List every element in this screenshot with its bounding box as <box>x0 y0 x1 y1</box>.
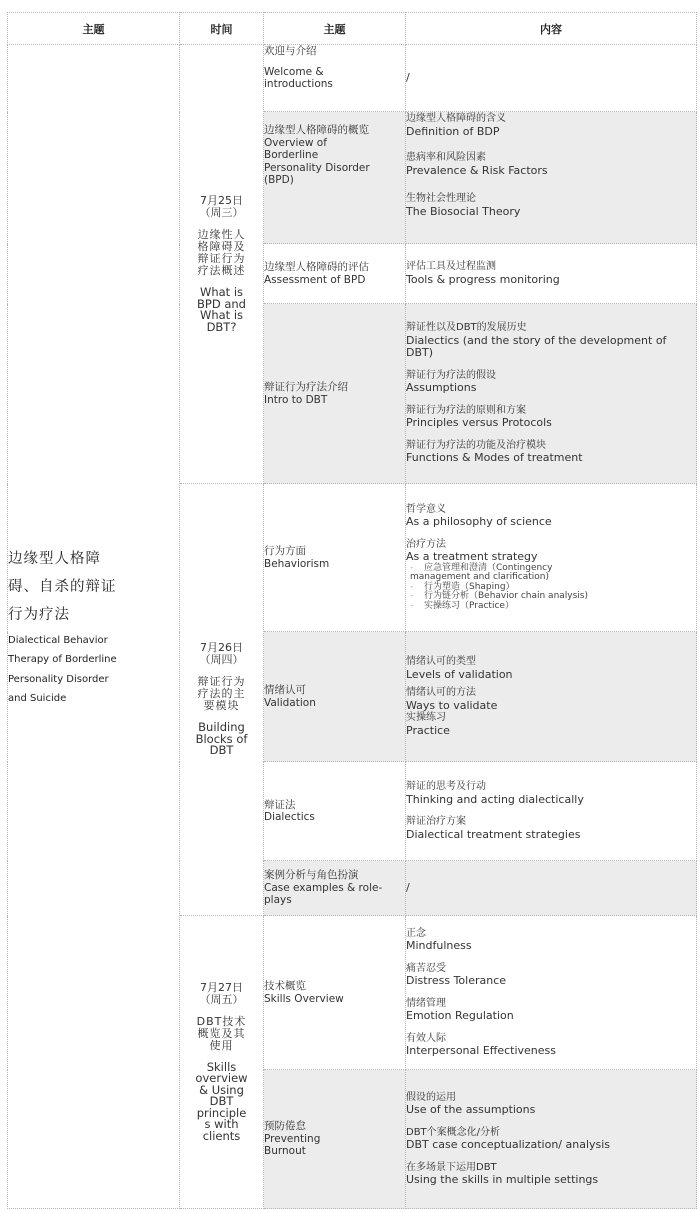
sub-item: - 行为链分析（Behavior chain analysis) <box>410 591 589 602</box>
day-theme-en: What is BPD and What is DBT? <box>197 285 246 334</box>
day-theme-en: Building Blocks of DBT <box>195 720 248 758</box>
sub-item-continued: management and clarification) <box>410 572 549 583</box>
header-row <box>8 13 697 45</box>
content-item: DBT个案概念化/分析 DBT case conceptualization/ analysis <box>406 1126 611 1151</box>
content-item: 辩证治疗方案 Dialectical treatment strategies <box>406 816 581 841</box>
session-content <box>406 762 697 861</box>
header-content: 内容 <box>406 13 697 45</box>
header-course-topic: 主题 <box>8 13 180 45</box>
dash-bullet-icon: - <box>410 562 414 573</box>
day-date: 7月26日 （周四） <box>199 641 244 667</box>
dash-bullet-icon: - <box>410 591 414 602</box>
sub-item: - 实操练习（Practice） <box>410 600 514 611</box>
content-item: 情绪认可的类型 Levels of validation <box>406 656 513 681</box>
header-session-topic: 主题 <box>264 13 406 45</box>
day-theme-zh: 边缘性人 格障碍及 辩证行为 疗法概述 <box>197 228 246 277</box>
course-title-zh: 边缘型人格障 碍、自杀的辩证 行为疗法 <box>8 550 117 623</box>
session-topic: 预防倦怠 Preventing Burnout <box>264 1070 406 1209</box>
content-item: 辩证行为疗法的原则和方案 Principles versus Protocols <box>406 404 552 430</box>
content-item: 生物社会性理论 The Biosocial Theory <box>406 193 521 218</box>
sub-item: - 行为塑造（Shaping） <box>410 581 515 592</box>
session-content <box>406 632 697 762</box>
session-topic: 边缘型人格障碍的评估 Assessment of BPD <box>264 244 406 304</box>
content-item: 在多场景下运用DBT Using the skills in multiple settings <box>406 1161 599 1186</box>
content-item: 情绪认可的方法 Ways to validate <box>406 687 498 712</box>
content-item: 辩证的思考及行动 Thinking and acting dialectically <box>406 781 584 806</box>
day-cell-3 <box>180 916 264 1209</box>
content-item: 哲学意义 As a philosophy of science <box>406 503 552 529</box>
day-date: 7月27日 （周五） <box>199 980 244 1006</box>
session-content <box>406 484 697 632</box>
session-content <box>406 916 697 1070</box>
session-topic: 辩证行为疗法介绍 Intro to DBT <box>264 304 406 484</box>
session-topic: 行为方面 Behaviorism <box>264 484 406 632</box>
content-item: 辩证行为疗法的功能及治疗模块 Functions & Modes of treatment <box>406 439 583 465</box>
content-item: 患病率和风险因素 Prevalence & Risk Factors <box>406 152 548 177</box>
content-item: 痛苦忍受 Distress Tolerance <box>406 962 507 987</box>
day-cell-1 <box>180 45 264 484</box>
schedule-table <box>7 12 697 1209</box>
dash-bullet-icon: - <box>410 600 414 611</box>
session-topic: 技术概览 Skills Overview <box>264 916 406 1070</box>
course-title-en: Dialectical Behavior Therapy of Borderline Personality Disorder and Suicide <box>8 634 117 704</box>
session-content: / <box>406 861 697 916</box>
content-item: 治疗方法 As a treatment strategy <box>406 538 538 564</box>
content-item: 有效人际 Interpersonal Effectiveness <box>406 1032 557 1057</box>
session-topic: 辩证法 Dialectics <box>264 762 406 861</box>
day-cell-2 <box>180 484 264 916</box>
sub-item: - 应急管理和澄清（Contingency <box>410 562 553 573</box>
content-item: 假设的运用 Use of the assumptions <box>406 1091 536 1116</box>
session-content <box>406 1070 697 1209</box>
content-item: 正念 Mindfulness <box>406 927 472 952</box>
session-content <box>406 304 697 484</box>
session-content <box>406 244 697 304</box>
session-topic: 案例分析与角色扮演 Case examples & role-plays <box>264 861 406 916</box>
session-topic: 情绪认可 Validation <box>264 632 406 762</box>
content-item: 评估工具及过程监测 Tools & progress monitoring <box>406 261 560 286</box>
content-item: 情绪管理 Emotion Regulation <box>406 997 514 1022</box>
session-content: / <box>406 45 697 112</box>
session-content <box>406 112 697 244</box>
content-item: 边缘型人格障碍的含义 Definition of BDP <box>406 113 506 138</box>
course-title-cell <box>8 45 180 1209</box>
session-topic: 边缘型人格障碍的概览 Overview of Borderline Personality Disorder (BPD) <box>264 112 406 244</box>
header-time: 时间 <box>180 13 264 45</box>
content-item: 辩证性以及DBT的发展历史 Dialectics (and the story of the development of DBT) <box>406 322 667 360</box>
table-row <box>8 45 697 112</box>
day-theme-zh: DBT技术 概览及其 使用 <box>196 1014 247 1052</box>
content-item: 实操练习 Practice <box>406 712 450 737</box>
dash-bullet-icon: - <box>410 581 414 592</box>
content-item: 辩证行为疗法的假设 Assumptions <box>406 369 496 395</box>
day-date: 7月25日 （周三） <box>199 194 244 219</box>
session-topic: 欢迎与介绍 Welcome & introductions <box>264 45 406 112</box>
day-theme-en: Skills overview & Using DBT principle s with clients <box>195 1059 248 1143</box>
day-theme-zh: 辩证行为 疗法的主 要模块 <box>197 675 246 713</box>
